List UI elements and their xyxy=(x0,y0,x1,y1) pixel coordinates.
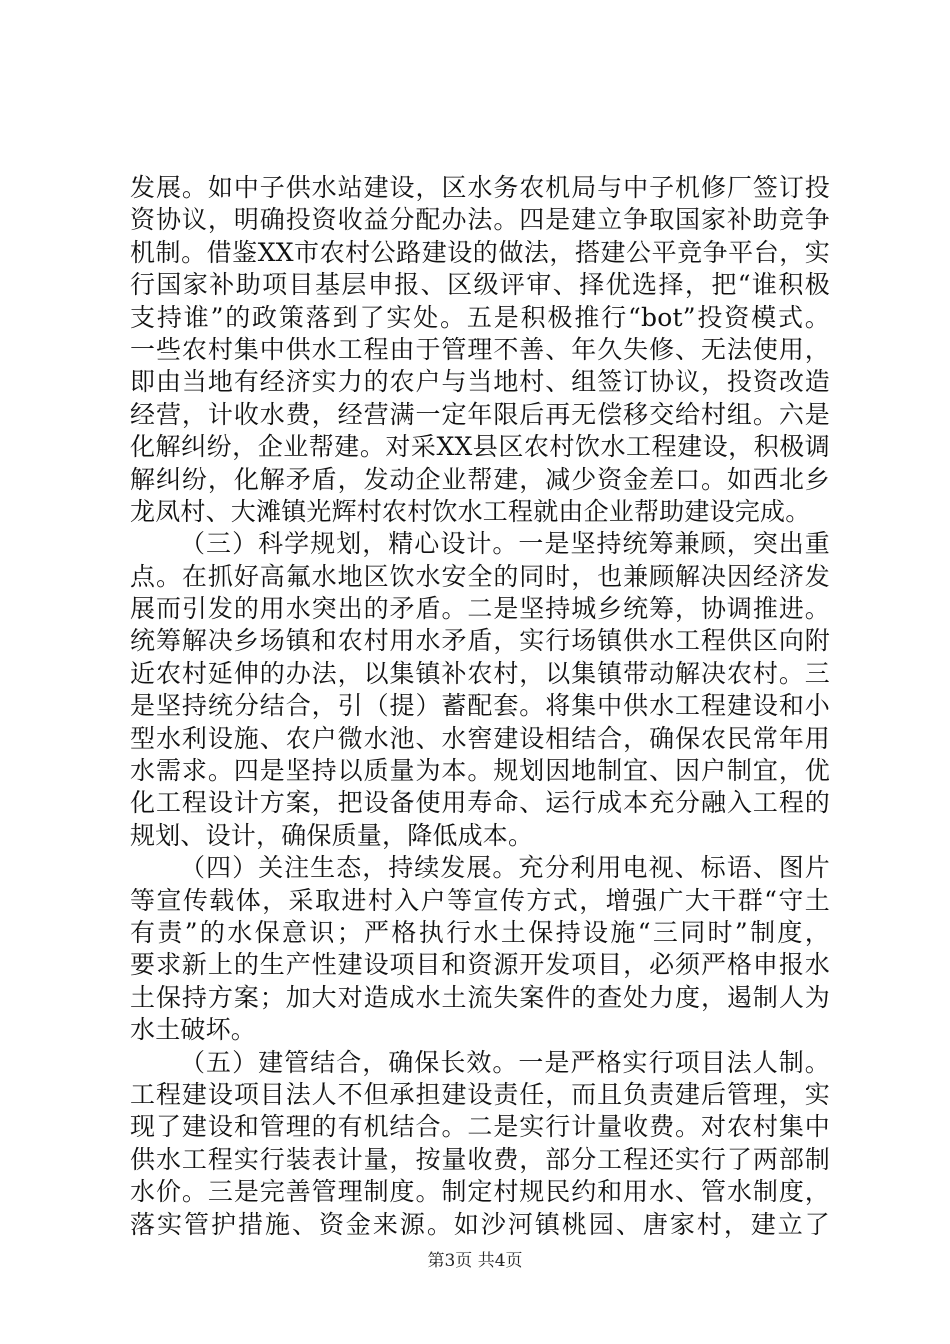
text-line: 化解纠纷，企业帮建。对采XX县区农村饮水工程建设，积极调 xyxy=(130,432,830,462)
text-line: 现了建设和管理的有机结合。二是实行计量收费。对农村集中 xyxy=(130,1112,830,1142)
text-line: 化工程设计方案，把设备使用寿命、运行成本充分融入工程的 xyxy=(130,788,830,818)
text-line: 是坚持统分结合，引（提）蓄配套。将集中供水工程建设和小 xyxy=(130,691,830,721)
text-line: 统筹解决乡场镇和农村用水矛盾，实行场镇供水工程供区向附 xyxy=(130,626,830,656)
text-line: 展而引发的用水突出的矛盾。二是坚持城乡统筹，协调推进。 xyxy=(130,594,830,624)
text-line: 水价。三是完善管理制度。制定村规民约和用水、管水制度， xyxy=(130,1177,830,1207)
text-line: 落实管护措施、资金来源。如沙河镇桃园、唐家村，建立了 xyxy=(130,1209,830,1239)
body-text xyxy=(130,172,830,1241)
text-line: 支持谁”的政策落到了实处。五是积极推行“bot”投资模式。 xyxy=(130,302,830,332)
text-line: 型水利设施、农户微水池、水窖建设相结合，确保农民常年用 xyxy=(130,723,830,753)
text-line: 水土破坏。 xyxy=(130,1015,257,1045)
section-heading-line: （三）科学规划，精心设计。一是坚持统筹兼顾，突出重 xyxy=(180,529,830,559)
text-line: 工程建设项目法人不但承担建设责任，而且负责建后管理，实 xyxy=(130,1079,830,1109)
text-line: 一些农村集中供水工程由于管理不善、年久失修、无法使用， xyxy=(130,334,830,364)
text-line: 近农村延伸的办法，以集镇补农村，以集镇带动解决农村。三 xyxy=(130,658,830,688)
text-line: 点。在抓好高氟水地区饮水安全的同时，也兼顾解决因经济发 xyxy=(130,561,830,591)
text-line: 龙凤村、大滩镇光辉村农村饮水工程就由企业帮助建设完成。 xyxy=(130,496,811,526)
text-line: 要求新上的生产性建设项目和资源开发项目，必须严格申报水 xyxy=(130,950,830,980)
text-line: 解纠纷，化解矛盾，发动企业帮建，减少资金差口。如西北乡 xyxy=(130,464,830,494)
text-line: 机制。借鉴XX市农村公路建设的做法，搭建公平竞争平台，实 xyxy=(130,237,830,267)
text-line: 行国家补助项目基层申报、区级评审、择优选择，把“谁积极 xyxy=(130,270,830,300)
text-line: 土保持方案；加大对造成水土流失案件的查处力度，遏制人为 xyxy=(130,982,830,1012)
section-heading-line: （四）关注生态，持续发展。充分利用电视、标语、图片 xyxy=(180,853,830,883)
page-number-footer: 第3页 共4页 xyxy=(427,1251,523,1271)
text-line: 水需求。四是坚持以质量为本。规划因地制宜、因户制宜，优 xyxy=(130,756,830,786)
text-line: 等宣传载体，采取进村入户等宣传方式，增强广大干群“守土 xyxy=(130,885,830,915)
text-line: 资协议，明确投资收益分配办法。四是建立争取国家补助竞争 xyxy=(130,205,830,235)
section-heading-line: （五）建管结合，确保长效。一是严格实行项目法人制。 xyxy=(180,1047,830,1077)
text-line: 有责”的水保意识；严格执行水土保持设施“三同时”制度， xyxy=(130,917,830,947)
text-line: 发展。如中子供水站建设，区水务农机局与中子机修厂签订投 xyxy=(130,173,830,202)
text-line: 规划、设计，确保质量，降低成本。 xyxy=(130,820,534,850)
text-line: 供水工程实行装表计量，按量收费，部分工程还实行了两部制 xyxy=(130,1144,830,1174)
text-line: 经营，计收水费，经营满一定年限后再无偿移交给村组。六是 xyxy=(130,399,830,429)
text-line: 即由当地有经济实力的农户与当地村、组签订协议，投资改造 xyxy=(130,367,830,397)
